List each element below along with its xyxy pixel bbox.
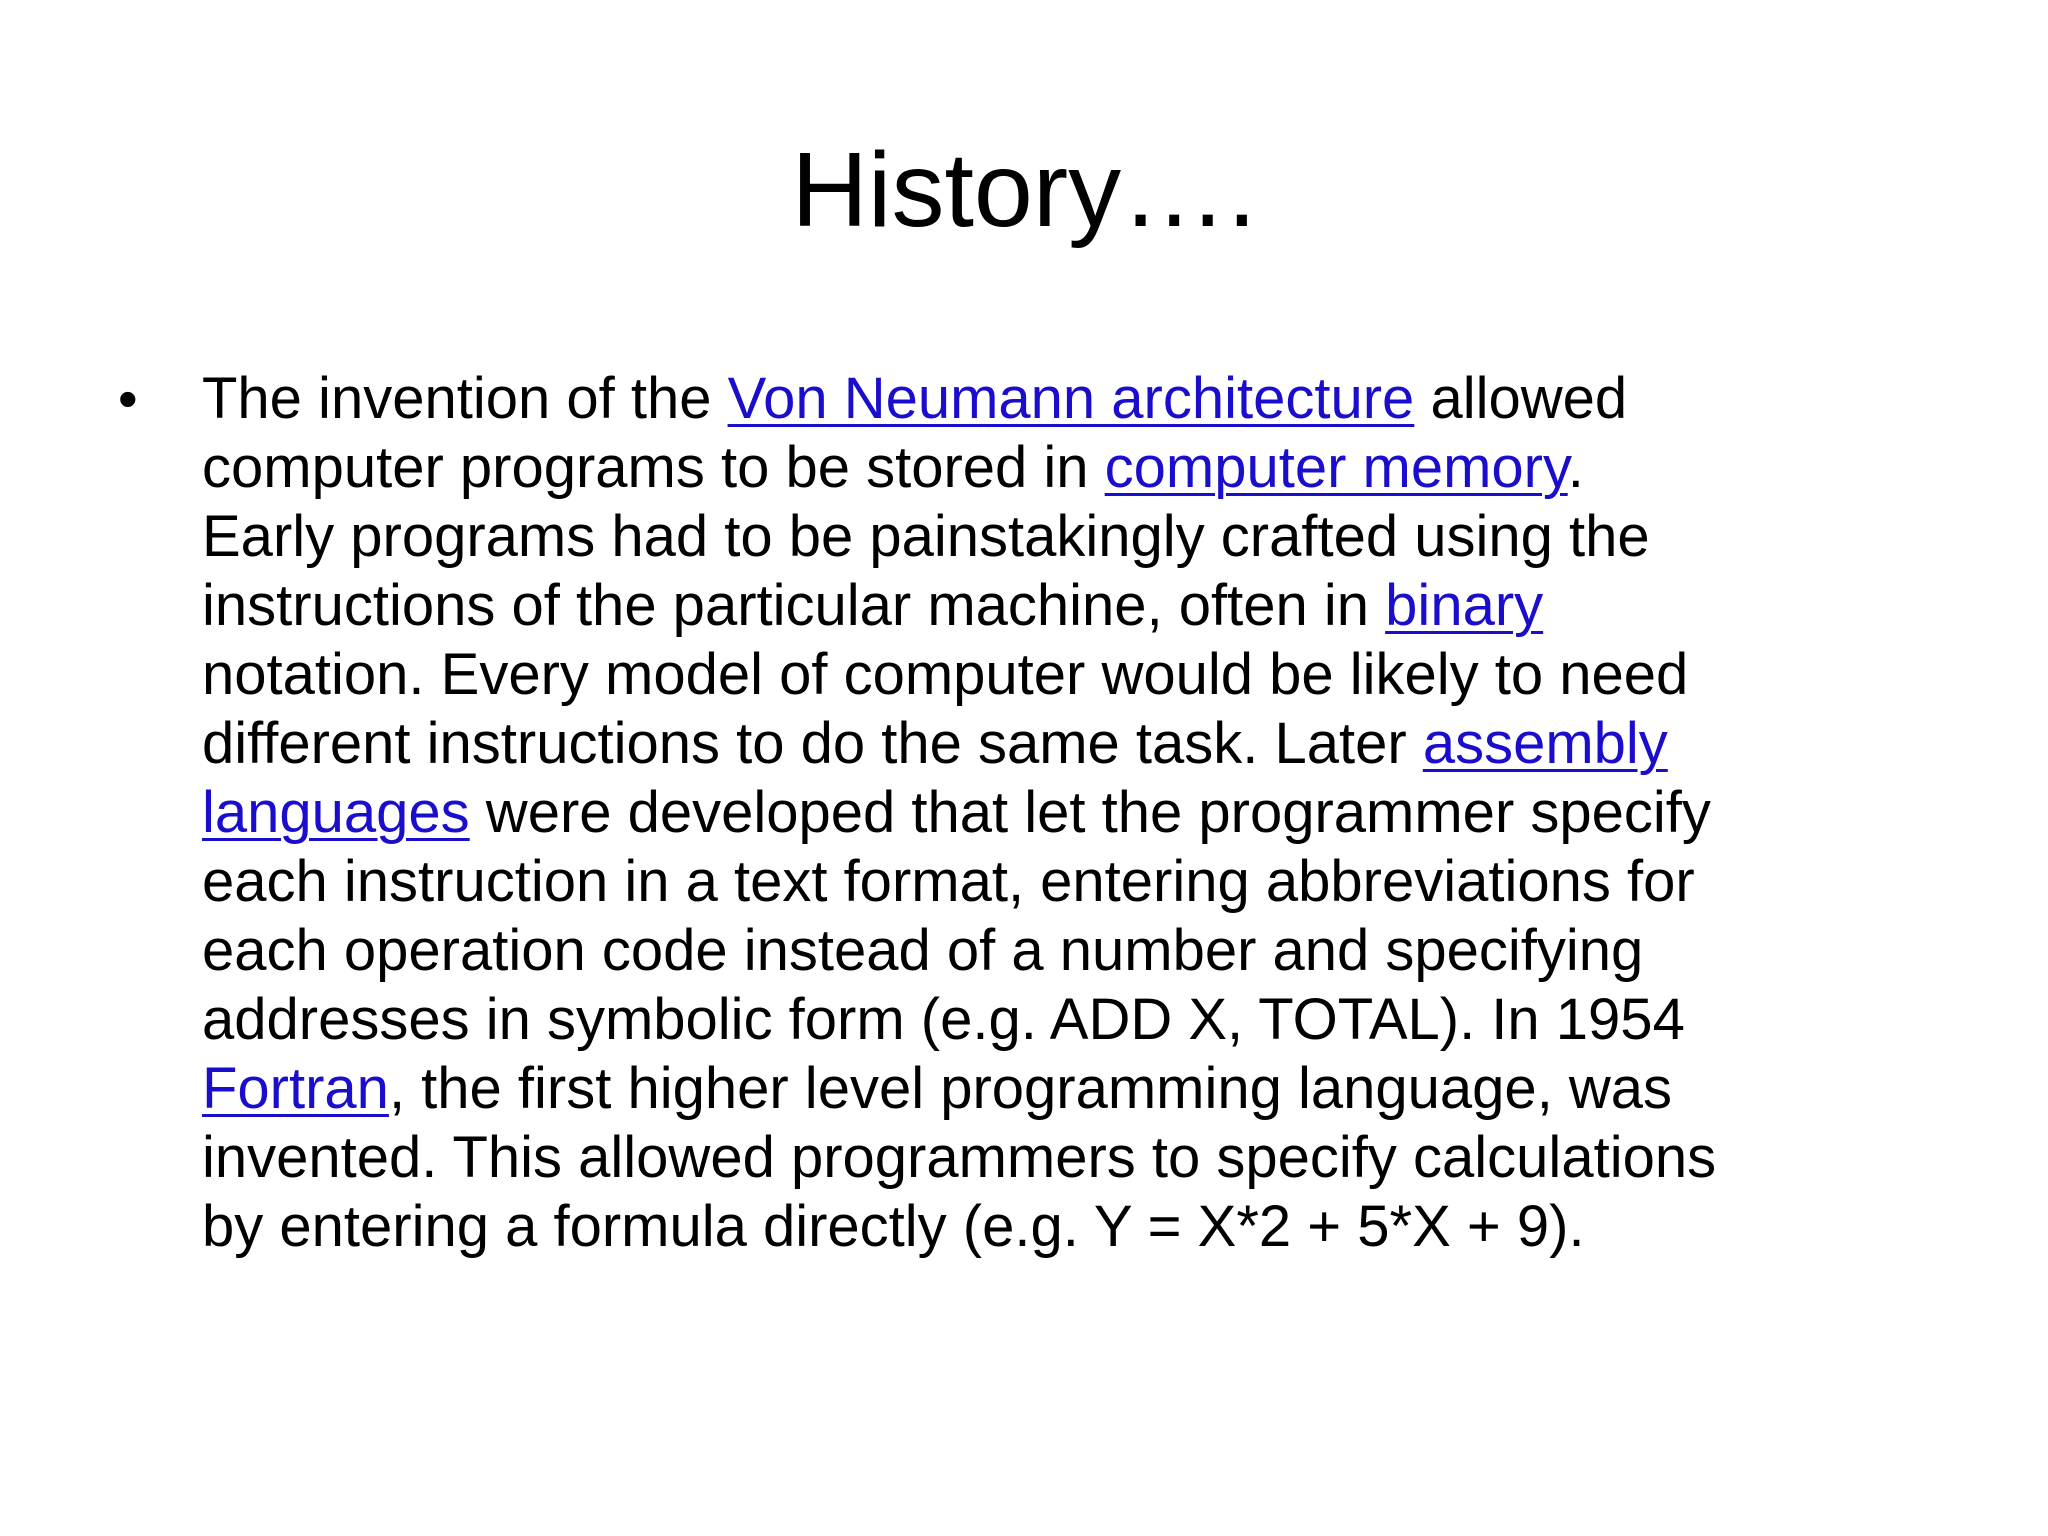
text-line	[202, 709, 2042, 778]
text-run: The invention of the	[202, 366, 728, 431]
text-line: each instruction in a text format, entering abbreviations for	[202, 849, 1695, 914]
text-run: different instructions to do the same task. Later	[202, 711, 1423, 776]
text-run: allowed	[1414, 366, 1628, 431]
link-fortran[interactable]: Fortran	[202, 1056, 389, 1121]
link-von-neumann-architecture[interactable]: Von Neumann architecture	[727, 366, 1415, 431]
text-line	[202, 778, 2042, 847]
slide-title: History….	[791, 131, 1257, 249]
text-run: were developed that let the programmer specify	[469, 780, 1711, 845]
text-line: Early programs had to be painstakingly crafted using the	[202, 504, 1650, 569]
text-line: addresses in symbolic form (e.g. ADD X, TOTAL). In 1954	[202, 987, 1685, 1052]
text-run: .	[1567, 435, 1584, 500]
link-binary[interactable]: binary	[1385, 573, 1544, 638]
link-computer-memory[interactable]: computer memory	[1104, 435, 1568, 500]
bullet-dot: •	[118, 367, 138, 430]
text-run: , the first higher level programming language, was	[388, 1056, 1673, 1121]
link-assembly-languages-part1[interactable]: assembly	[1422, 711, 1668, 776]
text-line	[202, 1054, 2042, 1123]
text-line	[202, 571, 2042, 640]
text-line: by entering a formula directly (e.g. Y = X*2 + 5*X + 9).	[202, 1194, 1585, 1259]
text-run: instructions of the particular machine, often in	[202, 573, 1386, 638]
text-line: each operation code instead of a number and specifying	[202, 918, 1644, 983]
text-line: invented. This allowed programmers to specify calculations	[202, 1125, 1717, 1190]
text-line	[202, 433, 2042, 502]
link-assembly-languages-part2[interactable]: languages	[202, 780, 470, 845]
text-run: computer programs to be stored in	[202, 435, 1105, 500]
bullet-paragraph	[202, 364, 2042, 1261]
text-line: notation. Every model of computer would be likely to need	[202, 642, 1689, 707]
text-line	[202, 364, 2042, 433]
